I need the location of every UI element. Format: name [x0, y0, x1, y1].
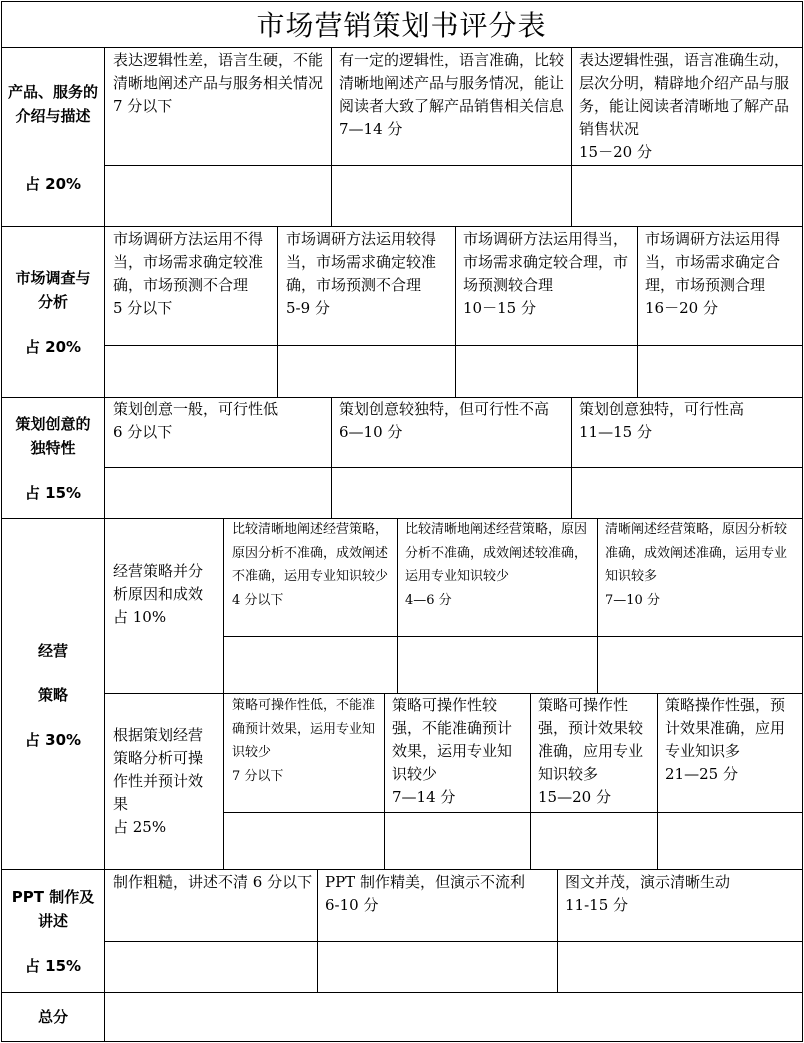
grid-line	[1, 869, 803, 870]
criterion-score: 16－20 分	[645, 299, 718, 317]
criterion-score: 10－15 分	[463, 299, 536, 317]
section-label-strategy-line1: 经营	[37, 642, 68, 660]
grid-line	[1, 1041, 803, 1042]
grid-line	[105, 345, 802, 346]
criterion-cell	[579, 398, 797, 444]
criterion-score: 6—10 分	[339, 423, 403, 441]
criterion-score: 5-9 分	[286, 299, 330, 317]
criterion-score: 7—14 分	[392, 788, 456, 806]
grid-line	[637, 226, 638, 397]
criterion-cell	[325, 871, 553, 917]
grid-line	[557, 869, 558, 992]
criterion-text: 策略操作性强，预计效果准确，应用专业知识多	[665, 696, 786, 760]
criterion-cell	[538, 694, 654, 809]
criterion-cell	[113, 49, 327, 118]
criterion-text: PPT 制作精美，但演示不流利	[325, 873, 525, 891]
total-label: 总分	[37, 1008, 68, 1026]
grid-line	[571, 397, 572, 518]
criterion-cell	[565, 871, 798, 917]
criterion-text: 制作粗糙，讲述不清 6 分以下	[113, 873, 313, 891]
criterion-score: 11-15 分	[565, 896, 629, 914]
grid-line	[397, 518, 398, 693]
criterion-score: 15—20 分	[538, 788, 611, 806]
criterion-cell	[463, 228, 633, 320]
criterion-cell	[339, 398, 567, 444]
grid-line	[455, 226, 456, 397]
grid-line	[1, 1, 803, 2]
grid-line	[571, 47, 572, 226]
criterion-cell	[286, 228, 451, 320]
criterion-text: 表达逻辑性差，语言生硬，不能清晰地阐述产品与服务相关情况	[113, 51, 324, 92]
section-label-creative	[14, 412, 92, 460]
criterion-cell	[339, 49, 567, 141]
grid-line	[331, 47, 332, 226]
sub-criterion-text: 经营策略并分析原因和成效	[113, 562, 204, 603]
criterion-cell	[665, 694, 799, 786]
grid-line	[105, 467, 802, 468]
criterion-text: 策划创意独特，可行性高	[579, 400, 745, 418]
criterion-score: 7 分以下	[232, 768, 284, 784]
sub-criterion-label	[113, 724, 217, 839]
page-title: 市场营销策划书评分表	[256, 8, 547, 42]
section-weight-strategy: 占 30%	[24, 731, 82, 749]
criterion-score: 7—14 分	[339, 120, 403, 138]
criterion-text: 清晰阐述经营策略，原因分析较准确，成效阐述准确，运用专业知识较多	[605, 522, 788, 584]
criterion-text: 策略可操作性低，不能准确预计效果，运用专业知识较少	[232, 698, 376, 760]
criterion-cell	[405, 518, 594, 612]
criterion-text: 策划创意较独特，但可行性不高	[339, 400, 550, 418]
criterion-score: 4 分以下	[232, 592, 284, 608]
criterion-score: 15－20 分	[579, 143, 652, 161]
section-label-strategy-line2: 策略	[37, 686, 68, 704]
grid-line	[1, 47, 803, 48]
criterion-text: 市场调研方法运用较得当，市场需求确定较准确，市场预测不合理	[286, 230, 437, 294]
criterion-text: 有一定的逻辑性，语言准确，比较清晰地阐述产品与服务情况，能让阅读者大致了解产品销售相关信息	[339, 51, 565, 115]
criterion-text: 策略可操作性强，预计效果较准确，应用专业知识较多	[538, 696, 644, 783]
grid-line	[224, 636, 802, 637]
sub-criterion-text: 根据策划经营策略分析可操作性并预计效果	[113, 726, 204, 813]
criterion-score: 7 分以下	[113, 97, 173, 115]
criterion-score: 6 分以下	[113, 423, 173, 441]
criterion-cell	[232, 694, 381, 788]
total-score-field[interactable]	[105, 993, 802, 1041]
section-weight-research: 占 20%	[24, 338, 82, 356]
grid-line	[1, 226, 803, 227]
criterion-cell	[579, 49, 797, 164]
section-label-research	[14, 266, 92, 314]
criterion-score: 11—15 分	[579, 423, 652, 441]
sub-criterion-weight: 占 10%	[113, 608, 167, 626]
grid-line	[597, 518, 598, 693]
grid-line	[802, 1, 803, 1042]
section-label-text: 市场调查与分析	[15, 269, 91, 311]
criterion-score: 7—10 分	[605, 592, 660, 608]
criterion-text: 策划创意一般，可行性低	[113, 400, 279, 418]
criterion-cell	[113, 398, 327, 444]
criterion-cell	[113, 871, 313, 894]
section-weight-product: 占 20%	[24, 175, 82, 193]
section-label-text: PPT 制作及讲述	[11, 888, 95, 930]
section-weight-creative: 占 15%	[24, 484, 82, 502]
criterion-text: 市场调研方法运用得当，市场需求确定较合理，市场预测较合理	[463, 230, 629, 294]
grid-line	[384, 693, 385, 869]
criterion-text: 策略可操作性较强，不能准确预计效果，运用专业知识较少	[392, 696, 513, 783]
sub-criterion-label	[113, 560, 217, 629]
grid-line	[277, 226, 278, 397]
criterion-score: 21—25 分	[665, 765, 738, 783]
criterion-text: 图文并茂，演示清晰生动	[565, 873, 731, 891]
criterion-text: 比较清晰地阐述经营策略，原因分析不准确，成效阐述较准确，运用专业知识较少	[405, 522, 588, 584]
grid-line	[223, 518, 224, 869]
grid-line	[104, 47, 105, 1042]
grid-line	[105, 165, 802, 166]
grid-line	[105, 941, 802, 942]
criterion-cell	[113, 228, 273, 320]
criterion-cell	[645, 228, 798, 320]
criterion-cell	[605, 518, 799, 612]
criterion-score: 6-10 分	[325, 896, 379, 914]
criterion-score: 5 分以下	[113, 299, 173, 317]
grid-line	[224, 812, 802, 813]
grid-line	[657, 693, 658, 869]
criterion-text: 比较清晰地阐述经营策略，原因分析不准确，成效阐述不准确，运用专业知识较少	[232, 522, 389, 584]
section-weight-ppt: 占 15%	[24, 957, 82, 975]
criterion-text: 市场调研方法运用得当，市场需求确定合理，市场预测合理	[645, 230, 781, 294]
section-label-text: 产品、服务的介绍与描述	[7, 83, 98, 125]
section-label-product	[2, 80, 104, 128]
criterion-text: 市场调研方法运用不得当，市场需求确定较准确，市场预测不合理	[113, 230, 264, 294]
section-label-text: 策划创意的独特性	[15, 415, 91, 457]
grid-line	[317, 869, 318, 992]
criterion-cell	[392, 694, 526, 809]
criterion-cell	[232, 518, 394, 612]
grid-line	[530, 693, 531, 869]
criterion-score: 4—6 分	[405, 592, 452, 608]
sub-criterion-weight: 占 25%	[113, 818, 167, 836]
criterion-text: 表达逻辑性强，语言准确生动，层次分明，精辟地介绍产品与服务，能让阅读者清晰地了解产品销售状况	[579, 51, 790, 138]
grid-line	[331, 397, 332, 518]
grid-line	[1, 1, 2, 1042]
section-label-ppt	[6, 885, 100, 933]
